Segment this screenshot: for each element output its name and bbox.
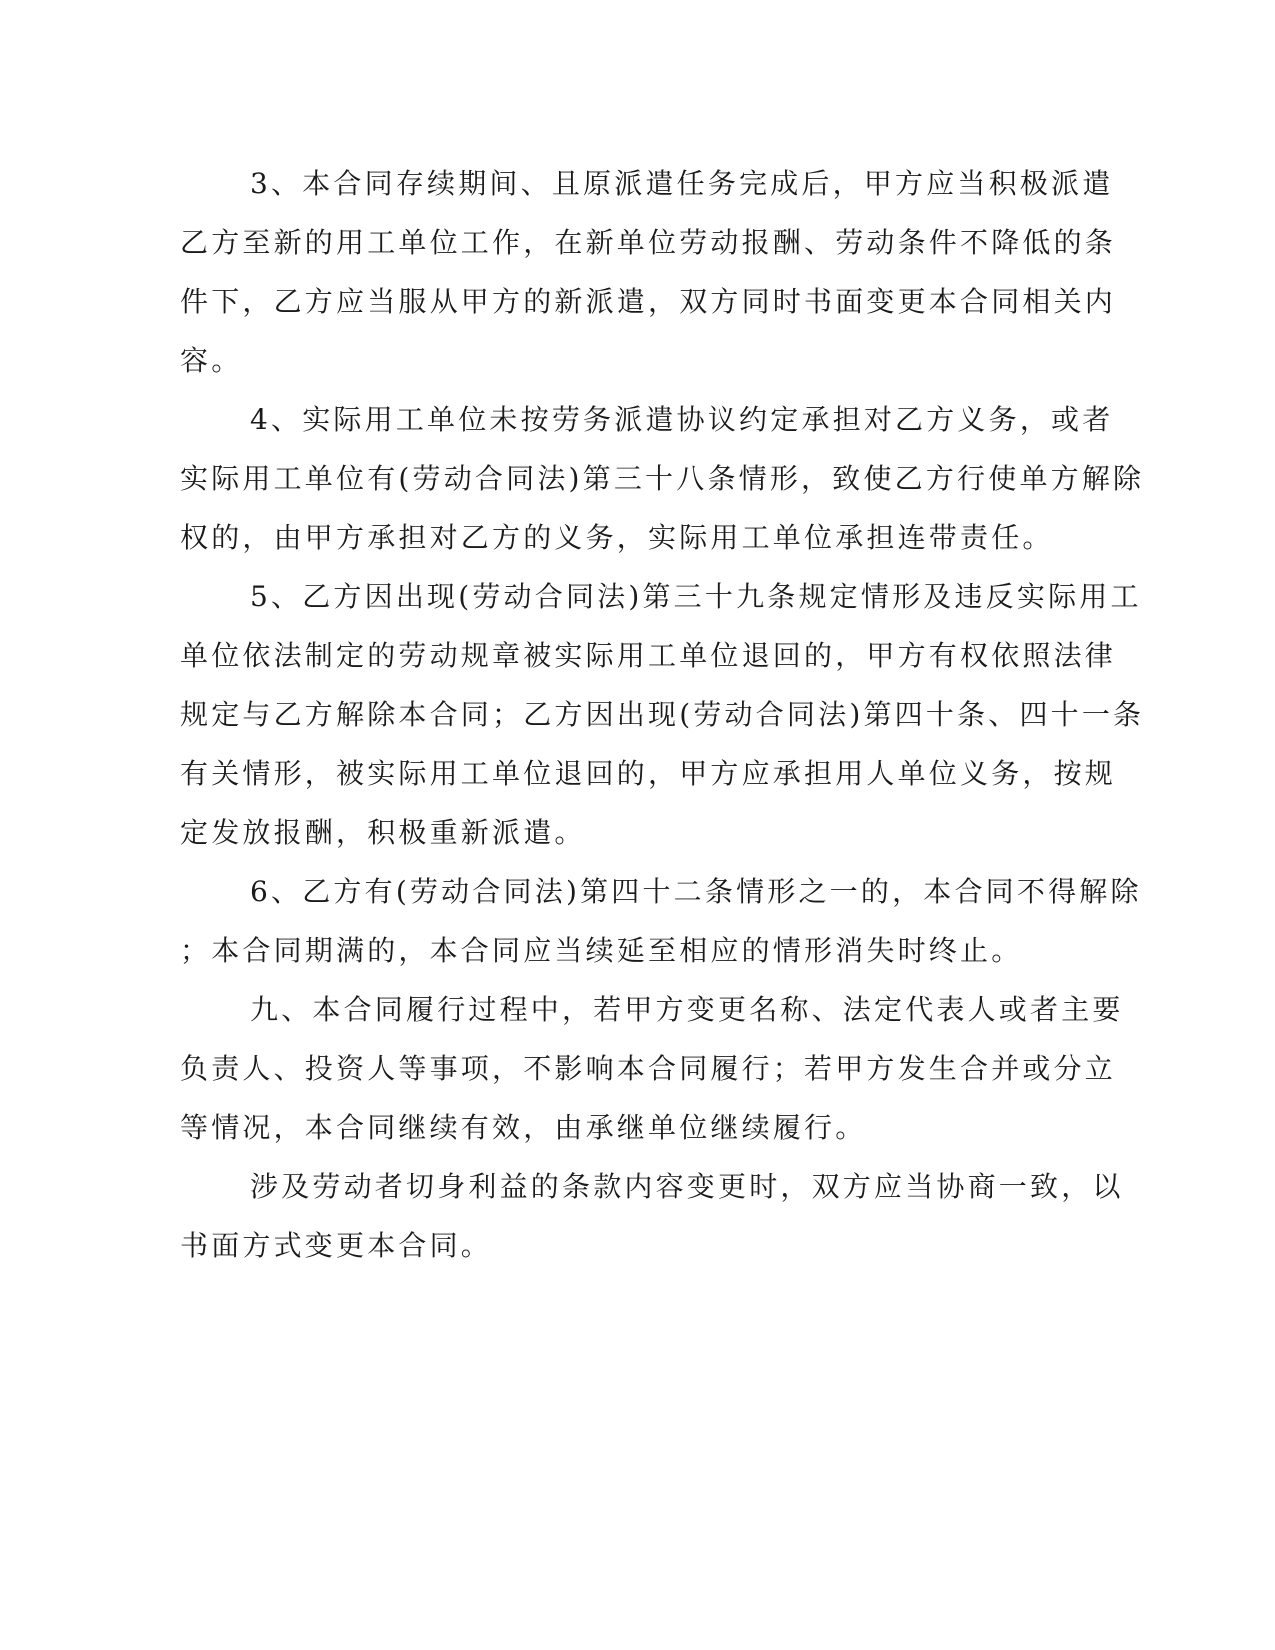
text-line: 3、本合同存续期间、且原派遣任务完成后，甲方应当积极派遣	[250, 167, 1114, 200]
text-line: 单位依法制定的劳动规章被实际用工单位退回的，甲方有权依照法律	[180, 639, 1117, 672]
document-page	[180, 154, 1145, 1275]
text-line: 4、实际用工单位未按劳务派遣协议约定承担对乙方义务，或者	[250, 403, 1114, 436]
text-line: 乙方至新的用工单位工作，在新单位劳动报酬、劳动条件不降低的条	[180, 226, 1117, 259]
paragraph-amendment	[180, 1157, 1124, 1275]
text-line: 九、本合同履行过程中，若甲方变更名称、法定代表人或者主要	[250, 993, 1124, 1026]
text-line: 权的，由甲方承担对乙方的义务，实际用工单位承担连带责任。	[180, 521, 1054, 554]
text-line: 书面方式变更本合同。	[180, 1229, 493, 1262]
text-line: 容。	[180, 344, 243, 377]
text-line: 定发放报酬，积极重新派遣。	[180, 816, 586, 849]
paragraph-section-9	[180, 980, 1124, 1157]
text-line: ；本合同期满的，本合同应当续延至相应的情形消失时终止。	[180, 934, 1023, 967]
paragraph-clause-4	[180, 390, 1145, 567]
text-line: 负责人、投资人等事项，不影响本合同履行；若甲方发生合并或分立	[180, 1052, 1117, 1085]
text-line: 件下，乙方应当服从甲方的新派遣，双方同时书面变更本合同相关内	[180, 285, 1117, 318]
paragraph-clause-5	[180, 567, 1145, 862]
text-line: 规定与乙方解除本合同；乙方因出现(劳动合同法)第四十条、四十一条	[180, 698, 1145, 731]
text-line: 有关情形，被实际用工单位退回的，甲方应承担用人单位义务，按规	[180, 757, 1117, 790]
paragraph-clause-6	[180, 862, 1142, 980]
text-line: 6、乙方有(劳动合同法)第四十二条情形之一的，本合同不得解除	[250, 875, 1142, 908]
text-line: 5、乙方因出现(劳动合同法)第三十九条规定情形及违反实际用工	[250, 580, 1142, 613]
text-line: 等情况，本合同继续有效，由承继单位继续履行。	[180, 1111, 867, 1144]
text-line: 涉及劳动者切身利益的条款内容变更时，双方应当协商一致，以	[250, 1170, 1124, 1203]
paragraph-clause-3	[180, 154, 1117, 390]
text-line: 实际用工单位有(劳动合同法)第三十八条情形，致使乙方行使单方解除	[180, 462, 1145, 495]
